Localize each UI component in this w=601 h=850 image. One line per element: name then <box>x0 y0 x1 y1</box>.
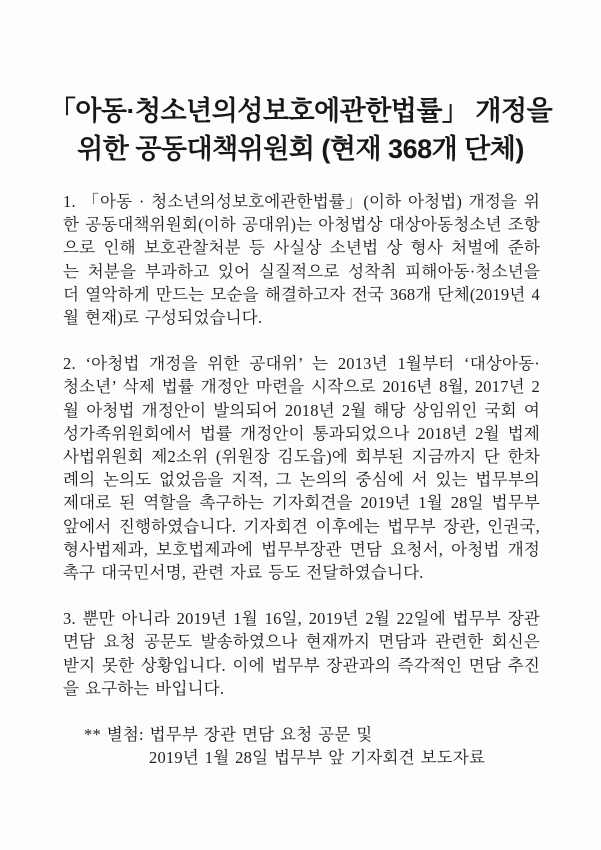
body-line: 례의 논의도 없었음을 지적, 그 논의의 중심에 서 있는 법무부의 <box>63 470 540 490</box>
body-line: 형사법제과, 보호법제과에 법무부장관 면담 요청서, 아청법 개정 <box>63 539 540 559</box>
body-line: 을 요구하는 바입니다. <box>63 678 225 698</box>
attachment-note-line-2: 2019년 1월 28일 법무부 앞 기자회견 보도자료 <box>149 748 486 768</box>
attachment-note <box>63 723 540 769</box>
body-line: 한 공동대책위원회(이하 공대위)는 아청법상 대상아동청소년 조항 <box>63 215 540 235</box>
paragraph-1 <box>63 190 540 329</box>
paragraph-3 <box>63 607 540 700</box>
body-line: 는 처분을 부과하고 있어 실질적으로 성착취 피해아동·청소년을 <box>63 261 540 281</box>
document-title-line-2: 위한 공동대책위원회 (현재 368개 단체) <box>77 134 524 164</box>
body-line: 촉구 대국민서명, 관련 자료 등도 전달하였습니다. <box>63 563 424 583</box>
document-body <box>63 190 540 769</box>
body-line: 월 아청법 개정안이 발의되어 2018년 2월 해당 상임위인 국회 여 <box>63 400 540 420</box>
paragraph-2 <box>63 352 540 584</box>
document-title <box>40 92 561 168</box>
document-title-line-1: 「아동·청소년의성보호에관한법률」 개정을 <box>48 96 553 126</box>
body-line: 성가족위원회에서 법률 개정안이 통과되었으나 2018년 2월 법제 <box>63 423 540 443</box>
body-line: 더 열악하게 만드는 모순을 해결하고자 전국 368개 단체(2019년 4 <box>63 284 540 304</box>
attachment-note-line-1: ** 별첨: 법무부 장관 면담 요청 공문 및 <box>84 725 373 745</box>
body-line: 청소년’ 삭제 법률 개정안 마련을 시작으로 2016년 8월, 2017년 2 <box>63 377 540 397</box>
body-line: 앞에서 진행하였습니다. 기자회견 이후에는 법무부 장관, 인권국, <box>63 516 540 536</box>
body-line: 3. 뿐만 아니라 2019년 1월 16일, 2019년 2월 22일에 법무부 장관 <box>63 609 540 629</box>
body-line: 사법위원회 제2소위 (위원장 김도읍)에 회부된 지금까지 단 한차 <box>63 447 540 467</box>
body-line: 1. 「아동 · 청소년의성보호에관한법률」(이하 아청법) 개정을 위 <box>63 192 540 211</box>
body-line: 받지 못한 상황입니다. 이에 법무부 장관과의 즉각적인 면담 추진 <box>63 655 540 675</box>
body-line: 으로 인해 보호관찰처분 등 사실상 소년법 상 형사 처벌에 준하 <box>63 238 540 258</box>
body-line: 월 현재)로 구성되었습니다. <box>63 308 263 328</box>
body-line: 2. ‘아청법 개정을 위한 공대위’ 는 2013년 1월부터 ‘대상아동· <box>63 354 540 374</box>
body-line: 제대로 된 역할을 촉구하는 기자회견을 2019년 1월 28일 법무부 <box>63 493 540 513</box>
body-line: 면담 요청 공문도 발송하였으나 현재까지 면담과 관련한 회신은 <box>63 632 540 652</box>
